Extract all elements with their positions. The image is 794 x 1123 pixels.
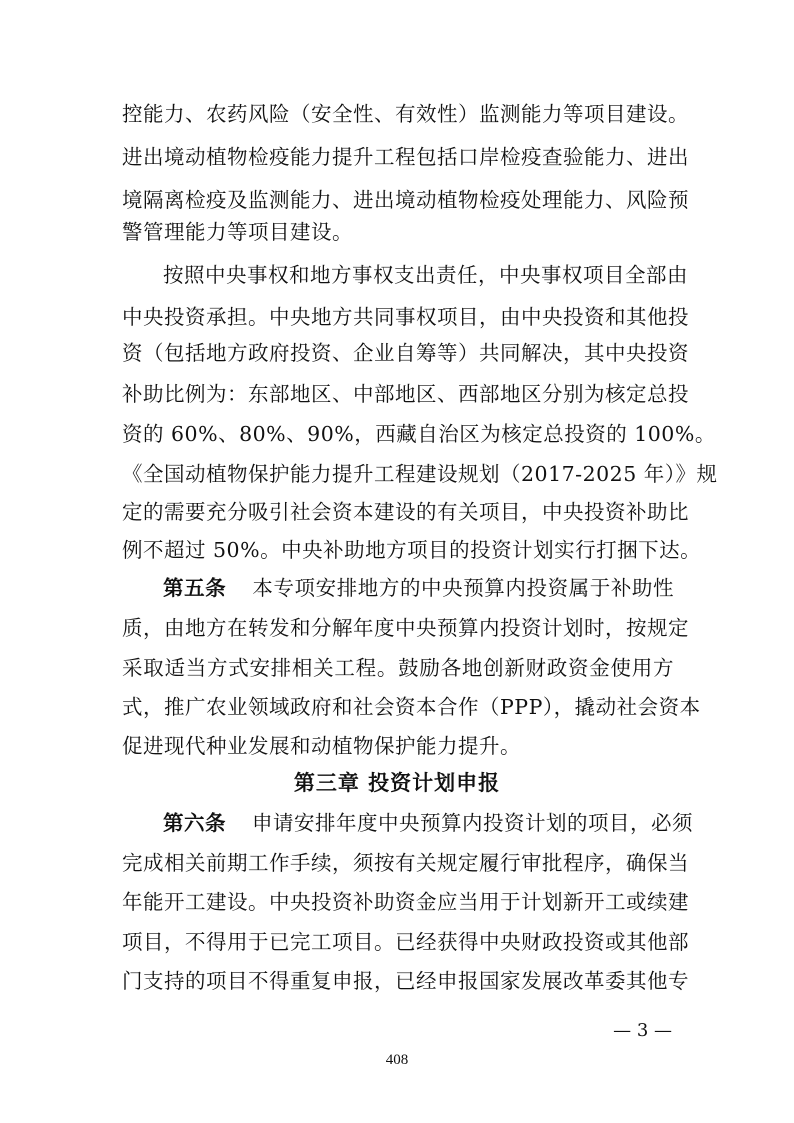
- page-number: — 3 —: [613, 1020, 672, 1041]
- article-5-first-line: [163, 570, 674, 606]
- text-line: 促进现代种业发展和动植物保护能力提升。: [122, 734, 521, 758]
- text-line: 中央投资承担。中央地方共同事权项目，由中央投资和其他投: [122, 305, 689, 329]
- text-line: 定的需要充分吸引社会资本建设的有关项目，中央投资补助比: [122, 500, 689, 524]
- chapter-heading: 第三章 投资计划申报: [293, 771, 501, 795]
- footer-page-number: 408: [385, 1052, 409, 1068]
- text-line: 项目，不得用于已完工项目。已经获得中央财政投资或其他部: [122, 930, 689, 954]
- text-line: 资（包括地方政府投资、企业自筹等）共同解决，其中央投资: [122, 341, 689, 365]
- article-text: 申请安排年度中央预算内投资计划的项目，必须: [252, 811, 693, 835]
- text-line: 补助比例为：东部地区、中部地区、西部地区分别为核定总投: [122, 382, 689, 406]
- article-text: 本专项安排地方的中央预算内投资属于补助性: [252, 576, 675, 600]
- text-line: 年能开工建设。中央投资补助资金应当用于计划新开工或续建: [122, 890, 689, 914]
- text-line: 采取适当方式安排相关工程。鼓励各地创新财政资金使用方: [122, 656, 674, 680]
- text-line: 质，由地方在转发和分解年度中央预算内投资计划时，按规定: [122, 616, 689, 640]
- article-label: 第六条: [163, 811, 226, 835]
- article-6-first-line: [163, 805, 693, 841]
- text-line: 资的 60%、80%、90%，西藏自治区为核定总投资的 100%。: [122, 422, 716, 446]
- text-line: 式，推广农业领域政府和社会资本合作（PPP），撬动社会资本: [122, 695, 701, 719]
- article-label: 第五条: [163, 576, 227, 600]
- text-line: 按照中央事权和地方事权支出责任，中央事权项目全部由: [163, 263, 688, 287]
- text-line: 警管理能力等项目建设。: [122, 220, 353, 244]
- text-line: 控能力、农药风险（安全性、有效性）监测能力等项目建设。: [122, 102, 689, 126]
- text-line: 例不超过 50%。中央补助地方项目的投资计划实行打捆下达。: [122, 538, 702, 562]
- text-line: 《全国动植物保护能力提升工程建设规划（2017-2025 年）》规: [122, 462, 718, 486]
- text-line: 进出境动植物检疫能力提升工程包括口岸检疫查验能力、进出: [122, 145, 689, 169]
- text-line: 完成相关前期工作手续，须按有关规定履行审批程序，确保当: [122, 851, 689, 875]
- text-line: 门支持的项目不得重复申报，已经申报国家发展改革委其他专: [122, 969, 689, 993]
- text-line: 境隔离检疫及监测能力、进出境动植物检疫处理能力、风险预: [122, 188, 689, 212]
